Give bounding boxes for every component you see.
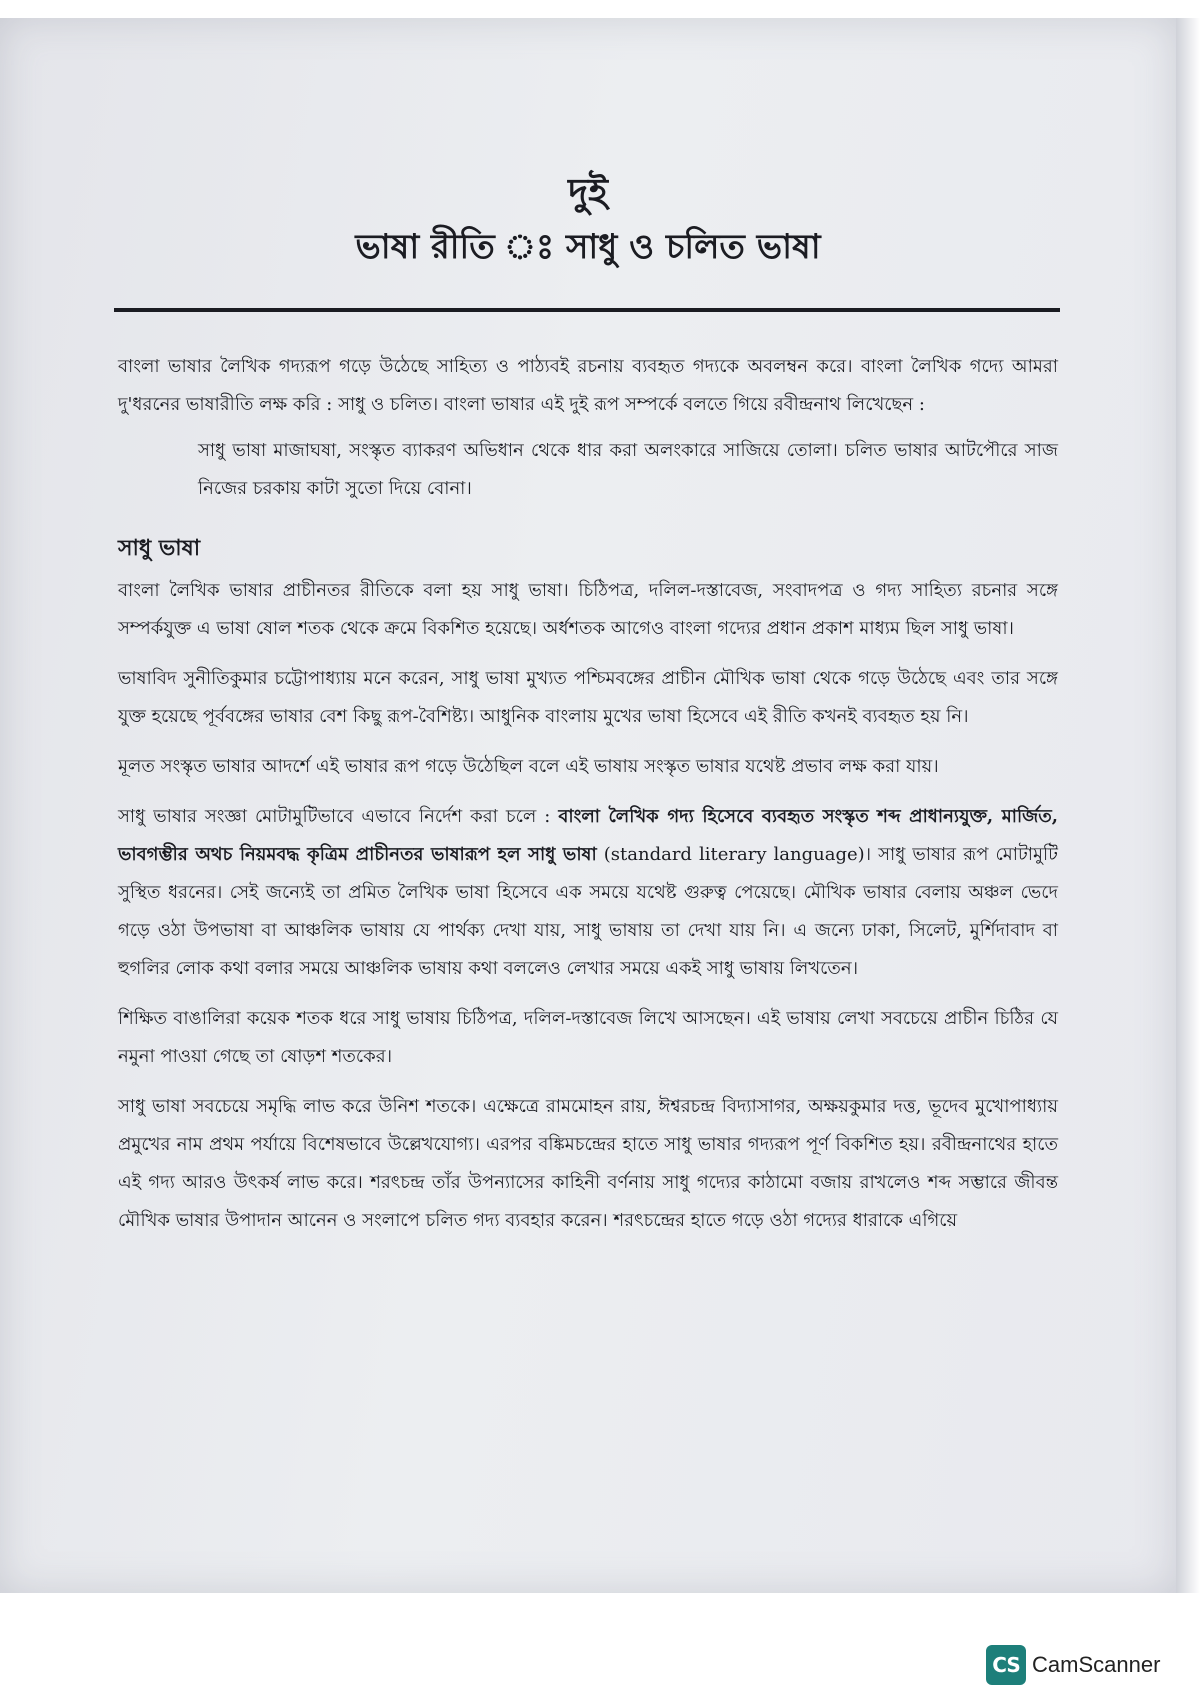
title-divider <box>114 308 1060 312</box>
paragraph-6: সাধু ভাষা সবচেয়ে সমৃদ্ধি লাভ করে উনিশ শতকে। এক্ষেত্রে রামমোহন রায়, ঈশ্বরচন্দ্র বিদ্যাসাগর, অক্ষয়কুমার দত্ত, ভূদেব মুখোপাধ্যায় প্রমুখের নাম প্রথম পর্যায়ে বিশেষভাবে উল্লেখযোগ্য। এরপর বঙ্কিমচন্দ্রের হাতে সাধু ভাষার গদ্যরূপ পূর্ণ বিকশিত হয়। রবীন্দ্রনাথের হাতে এই গদ্য আরও উৎকর্ষ লাভ করে। শরৎচন্দ্র তাঁর উপন্যাসের কাহিনী বর্ণনায় সাধু গদ্যের কাঠামো বজায় রাখলেও শব্দ সম্ভারে জীবন্ত মৌখিক ভাষার উপাদান আনেন ও সংলাপে চলিত গদ্য ব্যবহার করেন। শরৎচন্দ্রের হাতে গড়ে ওঠা গদ্যের ধারাকে এগিয়ে <box>118 1096 1058 1231</box>
paragraph-1: বাংলা লৈখিক ভাষার প্রাচীনতর রীতিকে বলা হয় সাধু ভাষা। চিঠিপত্র, দলিল-দস্তাবেজ, সংবাদপত্র ও গদ্য সাহিত্য রচনার সঙ্গে সম্পর্কযুক্ত এ ভাষা ষোল শতক থেকে ক্রমে বিকশিত হয়েছে। অর্ধশতক আগেও বাংলা গদ্যের প্রধান প্রকাশ মাধ্যম ছিল সাধু ভাষা। <box>118 580 1058 639</box>
intro-paragraph: বাংলা ভাষার লৈখিক গদ্যরূপ গড়ে উঠেছে সাহিত্য ও পাঠ্যবই রচনায় ব্যবহৃত গদ্যকে অবলম্বন করে। বাংলা লৈখিক গদ্যে আমরা দু'ধরনের ভাষারীতি লক্ষ করি : সাধু ও চলিত। বাংলা ভাষার এই দুই রূপ সম্পর্কে বলতে গিয়ে রবীন্দ্রনাথ লিখেছেন : <box>118 356 1058 415</box>
section-heading-sadhu: সাধু ভাষা <box>118 535 201 561</box>
paragraph-5: শিক্ষিত বাঙালিরা কয়েক শতক ধরে সাধু ভাষায় চিঠিপত্র, দলিল-দস্তাবেজ লিখে আসছেন। এই ভাষায় লেখা সবচেয়ে প্রাচীন চিঠির যে নমুনা পাওয়া গেছে তা ষোড়শ শতকের। <box>118 1008 1058 1067</box>
paragraph-4 <box>118 798 1058 988</box>
definition-bold: বাংলা লৈখিক গদ্য হিসেবে ব্যবহৃত সংস্কৃত শব্দ প্রাধান্যযুক্ত, মার্জিত, ভাবগম্ভীর অথচ নিয়মবদ্ধ কৃত্রিম প্রাচীনতর ভাষারূপ হল সাধু ভাষা <box>118 806 1058 865</box>
page-edge-shadow <box>1176 18 1200 1593</box>
page-content <box>118 168 1058 1240</box>
definition-lead: সাধু ভাষার সংজ্ঞা মোটামুটিভাবে এভাবে নির্দেশ করা চলে : <box>118 806 559 827</box>
paragraph-2: ভাষাবিদ সুনীতিকুমার চট্টোপাধ্যায় মনে করেন, সাধু ভাষা মুখ্যত পশ্চিমবঙ্গের প্রাচীন মৌখিক ভাষা থেকে গড়ে উঠেছে এবং তার সঙ্গে যুক্ত হয়েছে পূর্ববঙ্গের ভাষার বেশ কিছু রূপ-বৈশিষ্ট্য। আধুনিক বাংলায় মুখের ভাষা হিসেবে এই রীতি কখনই ব্যবহৃত হয় নি। <box>118 668 1058 727</box>
scanned-page <box>0 18 1176 1593</box>
tagore-quote: সাধু ভাষা মাজাঘষা, সংস্কৃত ব্যাকরণ অভিধান থেকে ধার করা অলংকারে সাজিয়ে তোলা। চলিত ভাষার আটপৌরে সাজ নিজের চরকায় কাটা সুতো দিয়ে বোনা। <box>198 440 1058 499</box>
chapter-number: দুই <box>568 169 608 214</box>
camscanner-brand: CamScanner <box>1032 1652 1161 1677</box>
chapter-title: ভাষা রীতি ঃ সাধু ও চলিত ভাষা <box>355 227 821 267</box>
paragraph-3: মূলত সংস্কৃত ভাষার আদর্শে এই ভাষার রূপ গড়ে উঠেছিল বলে এই ভাষায় সংস্কৃত ভাষার যথেষ্ট প্রভাব লক্ষ করা যায়। <box>118 756 939 777</box>
camscanner-logo-icon: CS <box>986 1645 1026 1685</box>
camscanner-watermark <box>986 1645 1160 1685</box>
definition-rest: (standard literary language)। সাধু ভাষার রূপ মোটামুটি সুস্থিত ধরনের। সেই জন্যেই তা প্রমিত লৈখিক ভাষা হিসেবে এক সময়ে যথেষ্ট গুরুত্ব পেয়েছে। মৌখিক ভাষার বেলায় অঞ্চল ভেদে গড়ে ওঠা উপভাষা বা আঞ্চলিক ভাষায় যে পার্থক্য দেখা যায়, সাধু ভাষায় তা দেখা যায় নি। এ জন্যে ঢাকা, সিলেট, মুর্শিদাবাদ বা হুগলির লোক কথা বলার সময়ে আঞ্চলিক ভাষায় কথা বললেও লেখার সময়ে একই সাধু ভাষায় লিখতেন। <box>118 844 1058 979</box>
